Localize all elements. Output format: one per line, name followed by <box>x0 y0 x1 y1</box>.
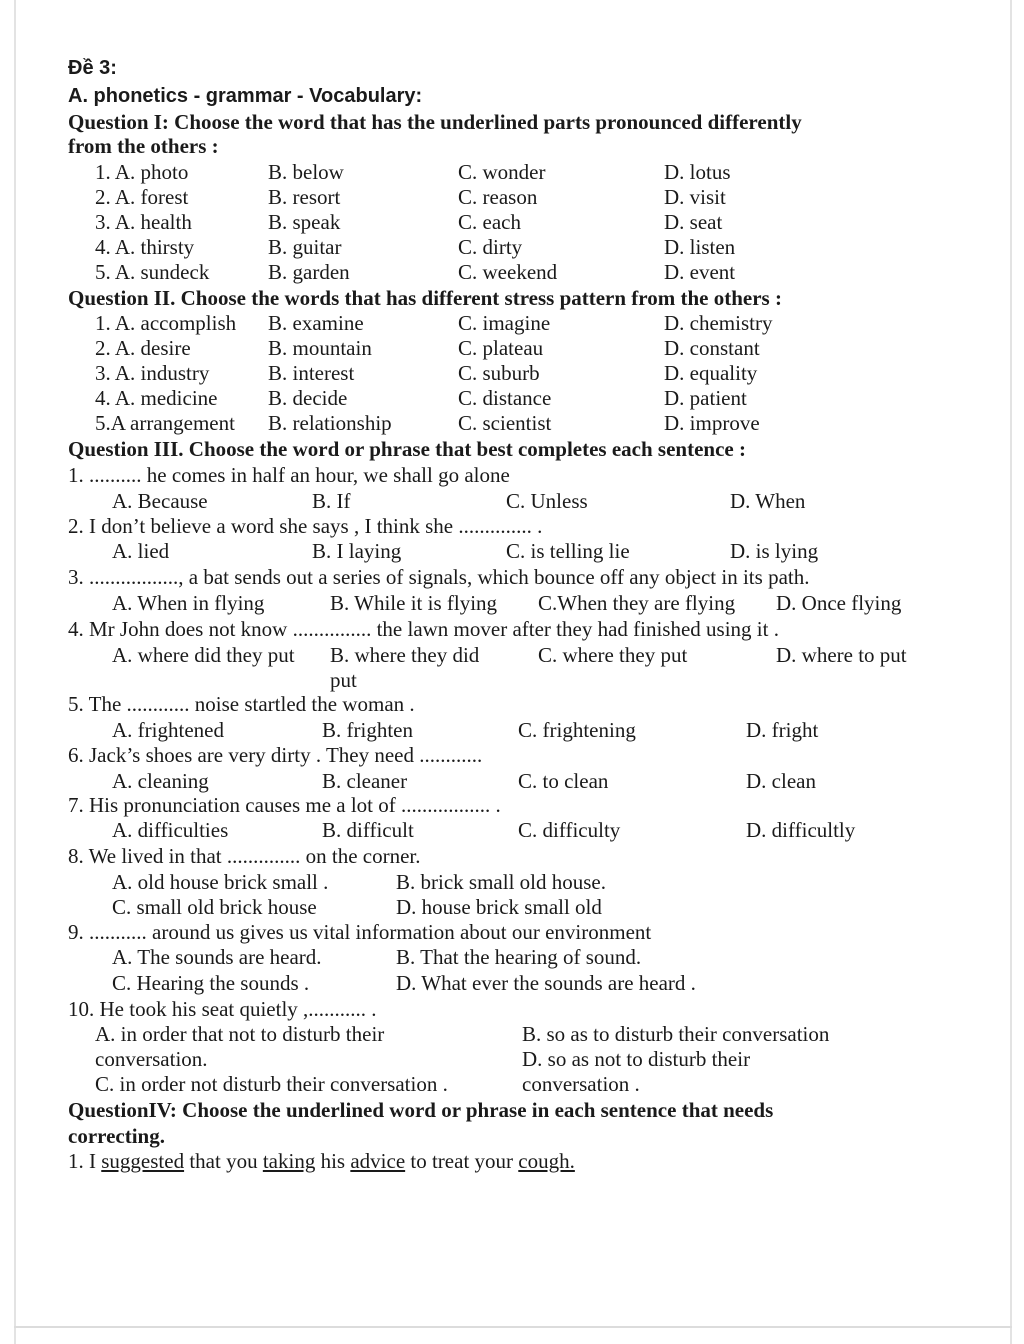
q3-7-d: D. difficultly <box>746 818 856 842</box>
q2-1-b: B. examine <box>268 311 364 335</box>
q3-2-b: B. I laying <box>312 539 402 563</box>
q2-title: Question II. Choose the words that has different stress pattern from the others : <box>68 286 782 310</box>
q2-2-d: D. constant <box>664 336 760 360</box>
q2-2-c: C. plateau <box>458 336 544 360</box>
q1-4-c: C. dirty <box>458 235 523 259</box>
q1-5-a: 5. A. sundeck <box>95 260 210 284</box>
q3-9-d: D. What ever the sounds are heard . <box>396 971 696 995</box>
q1-1-d: D. lotus <box>664 160 731 184</box>
q2-5-c: C. scientist <box>458 411 552 435</box>
q4-1-option-b: taking <box>262 1149 316 1173</box>
q3-7-c: C. difficulty <box>518 818 621 842</box>
q3-8-b: B. brick small old house. <box>396 870 606 894</box>
q1-1-a: 1. A. photo <box>95 160 189 184</box>
q2-2-a: 2. A. desire <box>95 336 191 360</box>
q2-2-b: B. mountain <box>268 336 372 360</box>
q3-7-b: B. difficult <box>322 818 414 842</box>
q3-10-d-cont: conversation . <box>522 1072 640 1096</box>
q3-3-d: D. Once flying <box>776 591 902 615</box>
q3-10-a: A. in order that not to disturb their <box>95 1022 385 1046</box>
q1-3-a: 3. A. health <box>95 210 192 234</box>
q3-3-a: A. When in flying <box>112 591 265 615</box>
q1-title: Question I: Choose the word that has the underlined parts pronounced differently <box>68 110 802 134</box>
q4-1-text: his <box>315 1149 351 1173</box>
q3-9-a: A. The sounds are heard. <box>112 945 322 969</box>
q1-5-c: C. weekend <box>458 260 558 284</box>
q2-4-b: B. decide <box>268 386 348 410</box>
q1-2-d: D. visit <box>664 185 726 209</box>
q4-1-text: that you <box>184 1149 263 1173</box>
q4-1-text: 1. I <box>68 1149 102 1173</box>
frame-left-border <box>14 0 16 1344</box>
q3-4-a: A. where did they put <box>112 643 295 667</box>
q4-1-option-d: cough. <box>518 1149 575 1173</box>
q4-title-cont: correcting. <box>68 1124 165 1148</box>
q1-2-c: C. reason <box>458 185 538 209</box>
q3-8-c: C. small old brick house <box>112 895 317 919</box>
q3-1-c: C. Unless <box>506 489 588 513</box>
q1-3-c: C. each <box>458 210 521 234</box>
q1-4-b: B. guitar <box>268 235 342 259</box>
q1-5-b: B. garden <box>268 260 350 284</box>
q3-4-b-cont: put <box>330 668 357 692</box>
q1-2-b: B. resort <box>268 185 341 209</box>
q1-4-d: D. listen <box>664 235 736 259</box>
q2-3-b: B. interest <box>268 361 355 385</box>
q1-title-cont: from the others : <box>68 134 219 158</box>
q3-9-b: B. That the hearing of sound. <box>396 945 642 969</box>
q2-4-a: 4. A. medicine <box>95 386 218 410</box>
section-title: A. phonetics - grammar - Vocabulary: <box>68 85 423 107</box>
q3-1-b: B. If <box>312 489 351 513</box>
q3-7-stem: 7. His pronunciation causes me a lot of ................. . <box>68 793 501 817</box>
q3-10-b: B. so as to disturb their conversation <box>522 1022 830 1046</box>
q3-10-d: D. so as not to disturb their <box>522 1047 751 1071</box>
q2-1-a: 1. A. accomplish <box>95 311 237 335</box>
q3-8-d: D. house brick small old <box>396 895 602 919</box>
q3-7-a: A. difficulties <box>112 818 229 842</box>
q2-4-c: C. distance <box>458 386 552 410</box>
q2-1-d: D. chemistry <box>664 311 773 335</box>
q3-5-stem: 5. The ............ noise startled the woman . <box>68 692 415 716</box>
q3-4-b: B. where they did <box>330 643 480 667</box>
q3-5-b: B. frighten <box>322 718 413 742</box>
q3-9-stem: 9. ........... around us gives us vital information about our environment <box>68 920 652 944</box>
q1-2-a: 2. A. forest <box>95 185 189 209</box>
q3-8-stem: 8. We lived in that .............. on the corner. <box>68 844 421 868</box>
q3-6-stem: 6. Jack’s shoes are very dirty . They need ............ <box>68 743 483 767</box>
q2-3-a: 3. A. industry <box>95 361 210 385</box>
q3-10-a-cont: conversation. <box>95 1047 208 1071</box>
q1-3-d: D. seat <box>664 210 723 234</box>
q3-5-d: D. fright <box>746 718 819 742</box>
exam-title: Đề 3: <box>68 57 117 79</box>
q1-1-b: B. below <box>268 160 344 184</box>
q3-4-d: D. where to put <box>776 643 907 667</box>
q4-1-sentence <box>68 1149 575 1173</box>
q3-1-a: A. Because <box>112 489 208 513</box>
q3-3-stem: 3. ................., a bat sends out a series of signals, which bounce off any object in its path. <box>68 565 810 589</box>
q2-5-d: D. improve <box>664 411 760 435</box>
q3-4-c: C. where they put <box>538 643 688 667</box>
frame-right-border <box>1010 0 1012 1344</box>
q2-3-c: C. suburb <box>458 361 540 385</box>
q3-5-a: A. frightened <box>112 718 224 742</box>
q3-4-stem: 4. Mr John does not know ............... the lawn mover after they had finished using it . <box>68 617 779 641</box>
q4-1-text: to treat your <box>405 1149 519 1173</box>
q3-10-stem: 10. He took his seat quietly ,........... . <box>68 997 377 1021</box>
q3-8-a: A. old house brick small . <box>112 870 329 894</box>
q3-2-d: D. is lying <box>730 539 819 563</box>
q1-1-c: C. wonder <box>458 160 546 184</box>
q4-title: QuestionIV: Choose the underlined word or phrase in each sentence that needs <box>68 1098 774 1122</box>
q3-2-stem: 2. I don’t believe a word she says , I think she .............. . <box>68 514 543 538</box>
q3-6-d: D. clean <box>746 769 816 793</box>
q3-3-b: B. While it is flying <box>330 591 498 615</box>
q2-4-d: D. patient <box>664 386 747 410</box>
q4-1-option-a: suggested <box>101 1149 185 1173</box>
q3-9-c: C. Hearing the sounds . <box>112 971 310 995</box>
q1-3-b: B. speak <box>268 210 341 234</box>
q3-2-a: A. lied <box>112 539 170 563</box>
q3-1-d: D. When <box>730 489 806 513</box>
q2-1-c: C. imagine <box>458 311 551 335</box>
q3-10-c: C. in order not disturb their conversation . <box>95 1072 448 1096</box>
q2-3-d: D. equality <box>664 361 758 385</box>
q1-5-d: D. event <box>664 260 736 284</box>
q3-3-c: C.When they are flying <box>538 591 736 615</box>
q1-4-a: 4. A. thirsty <box>95 235 195 259</box>
q3-6-b: B. cleaner <box>322 769 408 793</box>
q3-1-stem: 1. .......... he comes in half an hour, we shall go alone <box>68 463 510 487</box>
q3-6-c: C. to clean <box>518 769 609 793</box>
q3-5-c: C. frightening <box>518 718 636 742</box>
q3-title: Question III. Choose the word or phrase that best completes each sentence : <box>68 437 746 461</box>
q4-1-option-c: advice <box>350 1149 406 1173</box>
frame-bottom-border <box>14 1326 1012 1328</box>
q2-5-a: 5.A arrangement <box>95 411 235 435</box>
q2-5-b: B. relationship <box>268 411 392 435</box>
q3-2-c: C. is telling lie <box>506 539 630 563</box>
q3-6-a: A. cleaning <box>112 769 209 793</box>
